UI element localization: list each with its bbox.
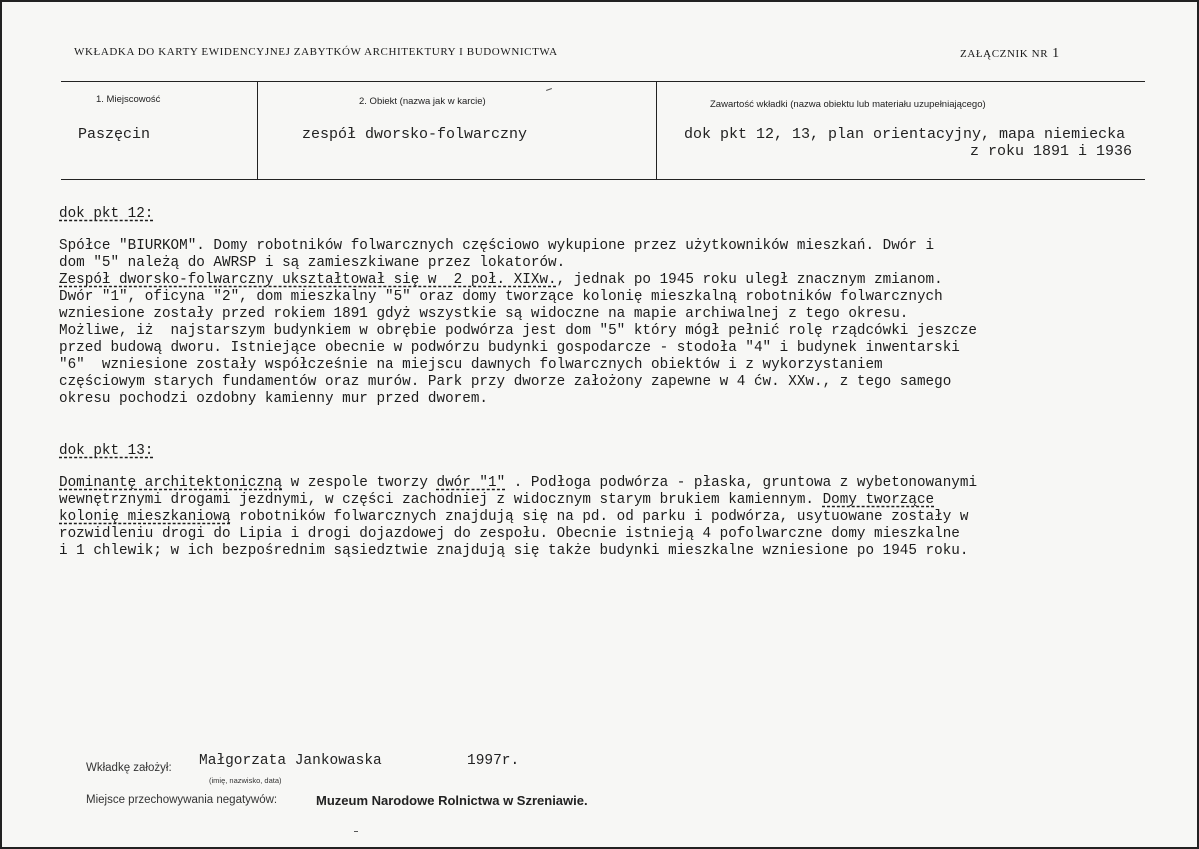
pkt13-line: rozwidleniu drogi do Lipia i drogi dojazdowej do zespołu. Obecnie istnieją 4 pofolwarczne domy mieszkalne: [59, 526, 960, 542]
founder-year: 1997r.: [467, 753, 520, 769]
founder-name: Małgorzata Jankowaska: [199, 753, 382, 769]
table-top-border: [61, 81, 1145, 82]
pkt13-underlined-phrase: kolonię mieszkaniową: [59, 509, 231, 525]
annex-label-text: ZAŁĄCZNIK NR: [960, 48, 1049, 60]
pkt13-line: i 1 chlewik; w ich bezpośrednim sąsiedztwie znajdują się także budynki mieszkalne wzniesione po 1945 roku.: [59, 543, 969, 559]
content-value-line2: z roku 1891 i 1936: [970, 143, 1133, 160]
pkt13-underlined-phrase: Domy tworzące: [822, 492, 935, 508]
pkt12-line: częściowym starych fundamentów oraz murów. Park przy dworze założony zapewne w 4 ćw. XXw., z tego samego: [59, 374, 952, 390]
storage-label: Miejsce przechowywania negatywów:: [86, 794, 278, 806]
scan-speck: [546, 88, 552, 91]
pkt13-text: . Podłoga podwórza - płaska, gruntowa z wybetonowanymi: [505, 475, 978, 491]
annex-label: [960, 46, 1060, 62]
pkt12-line: dom "5" należą do AWRSP i są zamieszkiwane przez lokatorów.: [59, 255, 566, 271]
annex-number: 1: [1052, 46, 1060, 61]
scan-speck: [354, 831, 358, 832]
content-label: Zawartość wkładki (nazwa obiektu lub materiału uzupełniającego): [710, 99, 986, 110]
founder-label: Wkładkę założył:: [86, 762, 172, 774]
pkt13-text: wewnętrznymi drogami jezdnymi, w części zachodniej z widocznym starym brukiem kamiennym.: [59, 492, 823, 508]
document-title: WKŁADKA DO KARTY EWIDENCYJNEJ ZABYTKÓW ARCHITEKTURY I BUDOWNICTWA: [74, 46, 558, 58]
content-value-line1: dok pkt 12, 13, plan orientacyjny, mapa niemiecka: [684, 126, 1126, 143]
pkt13-underlined-phrase: Dominantę architektoniczną: [59, 475, 283, 491]
pkt12-line: "6" wzniesione zostały współcześnie na miejscu dawnych folwarcznych obiektów i z wykorzystaniem: [59, 357, 883, 373]
pkt13-line: [59, 475, 1169, 492]
locality-label: 1. Miejscowość: [96, 94, 161, 105]
pkt12-line: przed budową dworu. Istniejące obecnie w podwórzu budynki gospodarcze - stodoła "4" i budynek inwentarski: [59, 340, 960, 356]
pkt12-line: wzniesione zostały przed rokiem 1891 gdyż wszystkie są widoczne na mapie archiwalnej z tego okresu.: [59, 306, 909, 322]
pkt13-text: w zespole tworzy: [282, 475, 437, 491]
pkt12-line: Spółce "BIURKOM". Domy robotników folwarcznych częściowo wykupione przez użytkowników mieszkań. Dwór i: [59, 238, 935, 254]
pkt12-line-rest: , jednak po 1945 roku uległ znacznym zmianom.: [556, 272, 943, 288]
section-heading-pkt12: dok pkt 12:: [59, 206, 154, 222]
founder-hint: (imię, nazwisko, data): [209, 776, 282, 785]
pkt12-line: [59, 272, 1169, 289]
pkt12-underlined-phrase: Zespół dworsko-folwarczny ukształtował się w 2 poł. XIXw.: [59, 272, 557, 288]
column-divider: [257, 81, 258, 180]
column-divider: [656, 81, 657, 180]
object-value: zespół dworsko-folwarczny: [302, 126, 528, 143]
pkt13-underlined-phrase: dwór "1": [436, 475, 506, 491]
pkt13-text: robotników folwarcznych znajdują się na pd. od parku i podwórza, usytuowane zostały w: [230, 509, 969, 525]
section-heading-pkt13: dok pkt 13:: [59, 443, 154, 459]
pkt12-line: Dwór "1", oficyna "2", dom mieszkalny "5" oraz domy tworzące kolonię mieszkalną robotników folwarcznych: [59, 289, 943, 305]
table-bottom-border: [61, 179, 1145, 180]
pkt13-line: [59, 492, 1169, 509]
storage-value: Muzeum Narodowe Rolnictwa w Szreniawie.: [316, 793, 588, 808]
pkt12-line: okresu pochodzi ozdobny kamienny mur przed dworem.: [59, 391, 488, 407]
locality-value: Paszęcin: [78, 126, 151, 143]
pkt12-line: Możliwe, iż najstarszym budynkiem w obrębie podwórza jest dom "5" który mógł pełnić rolę rządcówki jeszcze: [59, 323, 978, 339]
object-label: 2. Obiekt (nazwa jak w karcie): [359, 96, 486, 107]
pkt13-line: [59, 509, 1169, 526]
